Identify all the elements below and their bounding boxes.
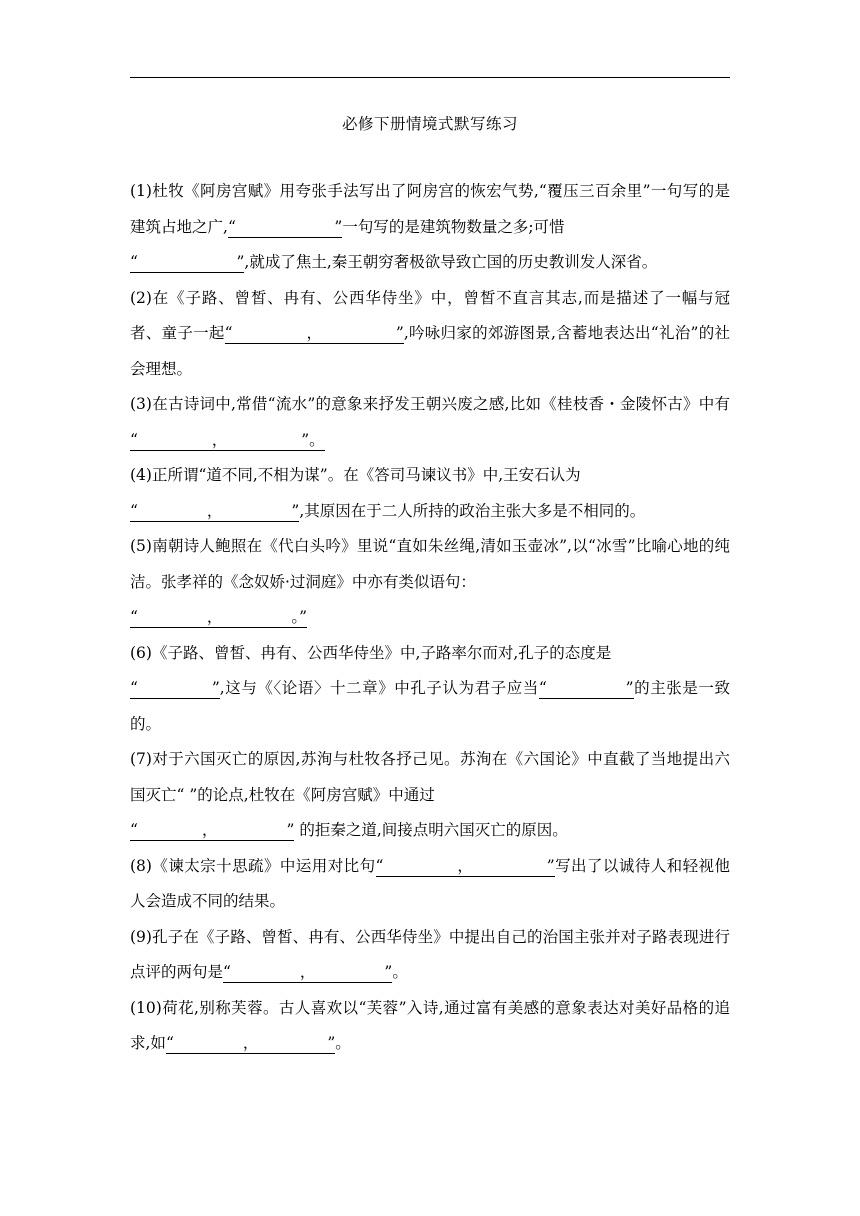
question-1: [130, 174, 730, 281]
question-text: (7)对于六国灭亡的原因,苏洵与杜牧各抒己见。苏洵在《六国论》中直截了当地提出六国灭亡“ ”的论点,杜牧在《阿房宫赋》中通过: [130, 750, 730, 804]
answer-blank[interactable]: “ ， ”: [375, 856, 555, 875]
question-7: [130, 742, 730, 849]
question-text: 。: [335, 1034, 351, 1052]
answer-blank[interactable]: “ ， 。”: [130, 608, 308, 626]
page-title: 必修下册情境式默写练习: [341, 115, 518, 133]
question-text: (10)荷花,别称芙蓉。古人喜欢以“芙蓉”入诗,通过富有美感的意象表达对美好品格的追求,如: [130, 998, 730, 1052]
question-6: [130, 636, 730, 743]
question-text: 的主张是一致的。: [130, 679, 730, 733]
question-text: 。: [392, 963, 408, 981]
answer-blank[interactable]: “ ， ”: [165, 1034, 336, 1052]
question-text: (6)《子路、曾皙、冉有、公西华侍坐》中,子路率尔而对,孔子的态度是: [130, 643, 612, 662]
question-text: (8)《谏太宗十思疏》中运用对比句: [130, 856, 376, 875]
question-text: (2)在《子路、曾皙、冉有、公西华侍坐》中，曾皙不直言其志,而是描述了一幅与冠者、童子一起: [130, 288, 730, 342]
question-4: [130, 458, 730, 529]
question-9: [130, 920, 730, 991]
question-text: 的拒秦之道,间接点明六国灭亡的原因。: [294, 821, 568, 839]
question-text: (9)孔子在《子路、曾皙、冉有、公西华侍坐》中提出自己的治国主张并对子路表现进行点评的两句是: [130, 927, 730, 981]
question-text: 一句写的是建筑物数量之多;可惜: [342, 217, 565, 236]
question-text: ,这与《〈论语〉十二章》中孔子认为君子应当: [219, 679, 539, 697]
question-text: (4)正所谓“道不同,不相为谋”。在《答司马谏议书》中,王安石认为: [130, 466, 581, 484]
question-text: (5)南朝诗人鲍照在《代白头吟》里说“直如朱丝绳,清如玉壶冰”,以“冰雪”比喻心地的纯洁。张孝祥的《念奴娇·过洞庭》中亦有类似语句：: [130, 537, 730, 591]
answer-blank[interactable]: “ ， ”。: [130, 430, 325, 449]
answer-blank[interactable]: “ ， ”: [223, 963, 393, 981]
answer-blank[interactable]: “ ”: [538, 679, 634, 697]
question-10: [130, 991, 730, 1062]
answer-blank[interactable]: “ ”: [130, 679, 220, 697]
question-text: ,就成了焦土,秦王朝穷奢极欲导致亡国的历史教训发人深省。: [244, 253, 658, 271]
question-text: (3)在古诗词中,常借“流水”的意象来抒发王朝兴废之感,比如《桂枝香・金陵怀古》中有: [130, 395, 730, 413]
question-5: [130, 529, 730, 636]
question-2: [130, 281, 730, 388]
answer-blank[interactable]: “ ， ”: [224, 324, 404, 342]
header-rule: [130, 77, 730, 78]
answer-blank[interactable]: “ ， ”: [130, 501, 300, 520]
question-3: [130, 387, 730, 458]
question-text: (1)杜牧《阿房宫赋》用夸张手法写出了阿房宫的恢宏气势,“覆压三百余里”一句写的是建筑占地之广,: [130, 182, 730, 236]
question-list: [130, 174, 730, 1062]
answer-blank[interactable]: “ ”: [227, 217, 343, 236]
answer-blank[interactable]: “ ”: [130, 253, 245, 271]
question-text: 写出了以诚待人和轻视他人会造成不同的结果。: [130, 856, 730, 910]
answer-blank[interactable]: “ ， ”: [130, 821, 295, 839]
question-text: ,其原因在于二人所持的政治主张大多是不相同的。: [299, 501, 646, 520]
question-8: [130, 849, 730, 920]
question-text: ,吟咏归家的郊游图景,含蓄地表达出“礼治”的社会理想。: [130, 324, 730, 378]
